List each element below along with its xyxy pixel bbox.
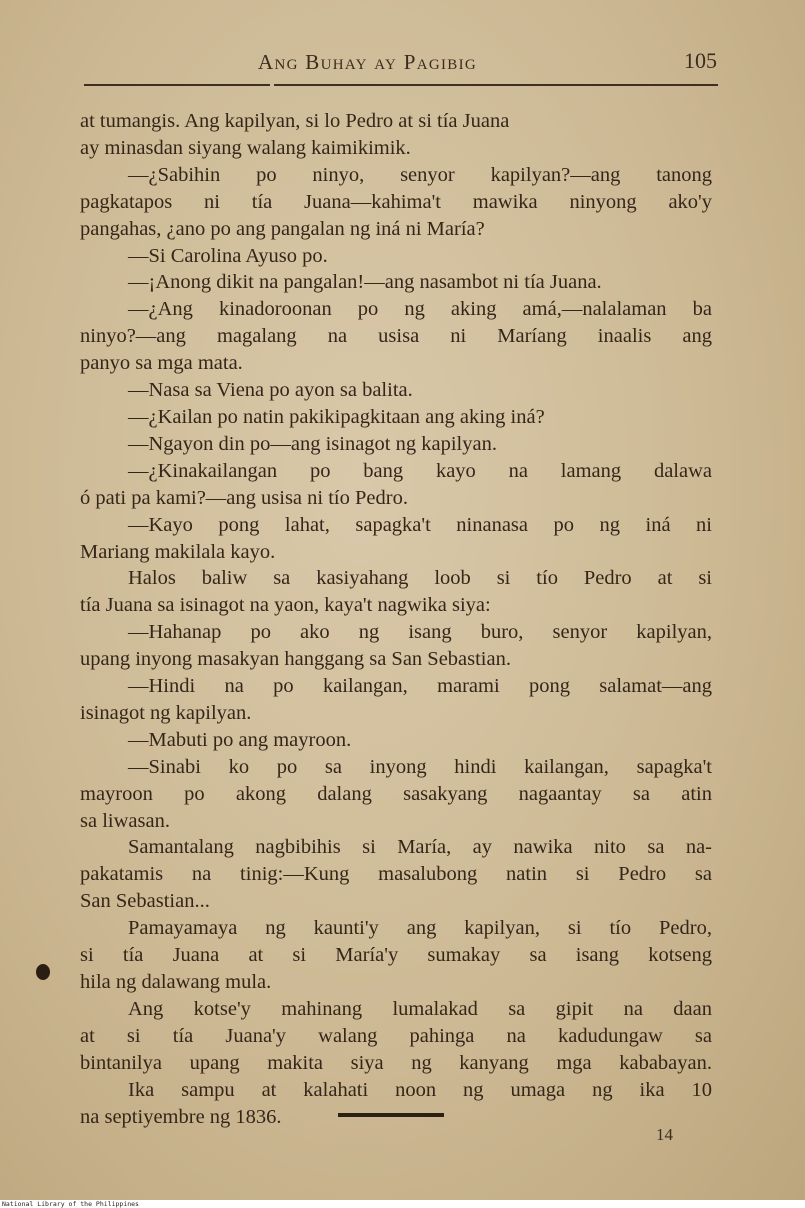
text-line: ay minasdan siyang walang kaimikimik. [80, 136, 411, 159]
running-title: Ang Buhay ay Pagibig [258, 50, 478, 74]
text-line: —¡Anong dikit na pangalan!—ang nasambot ni tía Juana. [128, 271, 602, 294]
text-line: —Kayo pong lahat, sapagka't ninanasa po ng iná ni [128, 513, 712, 536]
text-line: hila ng dalawang mula. [80, 971, 272, 993]
text-line: at tumangis. Ang kapilyan, si lo Pedro at si tía Juana [80, 110, 510, 132]
text-line: at si tía Juana'y walang pahinga na kadudungaw sa [80, 1024, 712, 1047]
text-line: sa liwasan. [80, 809, 170, 832]
text-line: San Sebastian... [80, 890, 210, 913]
text-line: —¿Ang kinadoroonan po ng aking amá,—nalalaman ba [128, 298, 712, 321]
footer-credit: National Library of the Philippines [2, 1200, 139, 1208]
header-rule-left [84, 84, 270, 86]
text-line: —Si Carolina Ayuso po. [128, 244, 328, 267]
signature-mark: 14 [656, 1125, 673, 1144]
text-line: Halos baliw sa kasiyahang loob si tío Pedro at si [128, 567, 712, 590]
text-line: mayroon po akong dalang sasakyang nagaantay sa atin [80, 782, 712, 805]
header-rule-right [274, 84, 718, 86]
text-line: pagkatapos ni tía Juana—kahima't mawika ninyong ako'y [80, 190, 712, 213]
page-number: 105 [684, 48, 717, 73]
text-line: —¿Kailan po natin pakikipagkitaan ang aking iná? [128, 405, 545, 428]
text-line: na septiyembre ng 1836. [80, 1105, 282, 1128]
text-line: upang inyong masakyan hanggang sa San Sebastian. [80, 648, 511, 671]
text-line: —Mabuti po ang mayroon. [128, 728, 352, 751]
text-line: Mariang makilala kayo. [80, 540, 276, 563]
text-line: —Nasa sa Viena po ayon sa balita. [128, 379, 413, 402]
text-line: ó pati pa kami?—ang usisa ni tío Pedro. [80, 486, 408, 509]
text-line: si tía Juana at si María'y sumakay sa isang kotseng [80, 944, 712, 967]
text-line: —¿Kinakailangan po bang kayo na lamang dalawa [128, 459, 712, 482]
text-line: —Hindi na po kailangan, marami pong salamat—ang [128, 675, 712, 698]
text-line: Samantalang nagbibihis si María, ay nawika nito sa na- [128, 836, 712, 859]
body-text [80, 108, 712, 1130]
text-line: pangahas, ¿ano po ang pangalan ng iná ni María? [80, 217, 485, 240]
text-line: bintanilya upang makita siya ng kanyang mga kababayan. [80, 1051, 712, 1074]
text-line: —Ngayon din po—ang isinagot ng kapilyan. [128, 432, 497, 455]
text-line: Ika sampu at kalahati noon ng umaga ng ika 10 [128, 1078, 712, 1101]
page-header [0, 48, 805, 78]
text-line: Ang kotse'y mahinang lumalakad sa gipit na daan [128, 997, 712, 1020]
ink-blot [36, 964, 50, 980]
text-line: Pamayamaya ng kaunti'y ang kapilyan, si tío Pedro, [128, 917, 712, 940]
text-line: ninyo?—ang magalang na usisa ni Maríang inaalis ang [80, 325, 712, 348]
text-line: tía Juana sa isinagot na yaon, kaya't nagwika siya: [80, 594, 491, 617]
chapter-end-rule [338, 1113, 444, 1117]
text-line: isinagot ng kapilyan. [80, 701, 252, 724]
text-line: —¿Sabihin po ninyo, senyor kapilyan?—ang tanong [128, 163, 712, 186]
text-line: pakatamis na tinig:—Kung masalubong natin si Pedro sa [80, 863, 712, 886]
text-line: panyo sa mga mata. [80, 352, 243, 375]
text-line: —Sinabi ko po sa inyong hindi kailangan, sapagka't [128, 755, 712, 778]
text-line: —Hahanap po ako ng isang buro, senyor kapilyan, [128, 621, 712, 644]
